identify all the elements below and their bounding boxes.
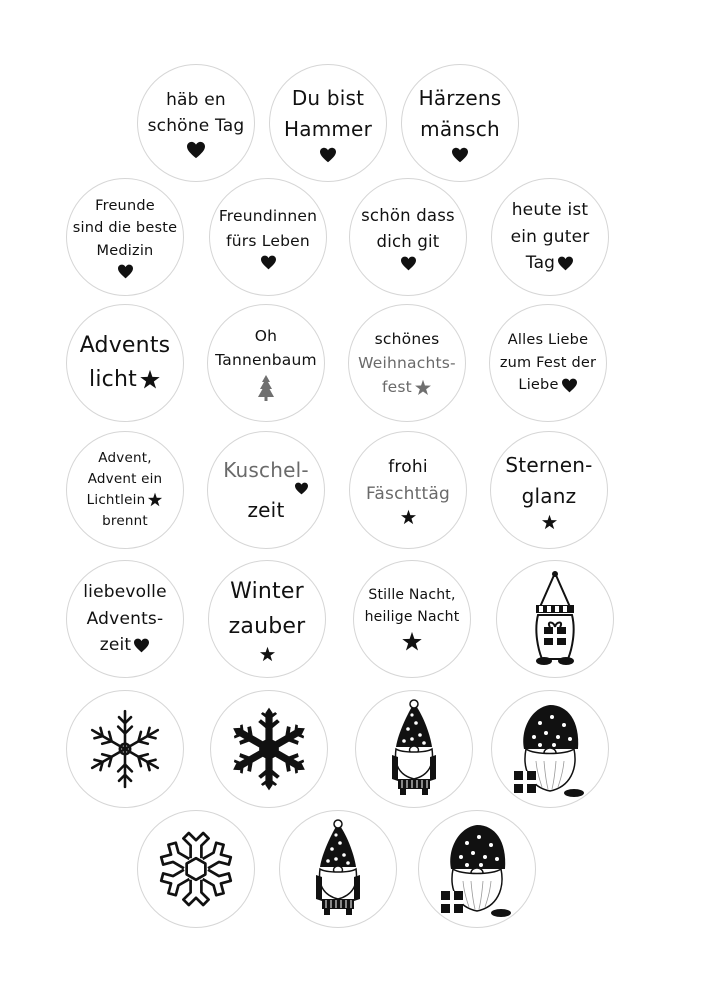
sticker-gnome-big-hat-gift-2[interactable]: [418, 810, 536, 928]
sticker-line: Tag: [525, 253, 556, 274]
sticker-sternenglanz[interactable]: [490, 431, 608, 549]
sticker-line: frohi: [388, 457, 428, 478]
sticker-line: Stille Nacht,: [368, 587, 456, 604]
sticker-frohi-faeschttaeg[interactable]: [349, 431, 467, 549]
sticker-line: sind die beste: [72, 220, 178, 237]
sticker-line: Freunde: [95, 197, 155, 214]
sticker-line: brennt: [102, 512, 148, 529]
sticker-line: Lichtlein: [86, 492, 146, 508]
sticker-line: Advents: [79, 332, 171, 358]
sticker-gnome-big-hat-gift[interactable]: [491, 690, 609, 808]
sticker-line: Oh: [254, 326, 278, 345]
sticker-line: Tannenbaum: [215, 351, 317, 369]
star-icon: [400, 509, 417, 526]
sticker-schoenes-weihnachtsfest[interactable]: [348, 304, 466, 422]
sticker-line: dich git: [376, 231, 440, 251]
sticker-line: Advent,: [98, 450, 152, 467]
star-icon: [541, 514, 558, 531]
sticker-line: Fäschttäg: [366, 483, 450, 504]
star-icon: [139, 369, 161, 391]
sticker-line: fest: [382, 378, 412, 396]
sticker-line: Sternen-: [505, 452, 593, 477]
sticker-snowflake-bold-outline[interactable]: [137, 810, 255, 928]
sticker-line: häb en: [166, 89, 226, 110]
sticker-line: schönes: [374, 329, 440, 348]
sticker-line: heute ist: [511, 200, 589, 221]
sticker-line: heilige Nacht: [364, 609, 460, 625]
sticker-line: Liebe: [518, 377, 559, 394]
sticker-line: glanz: [521, 483, 577, 508]
heart-icon: [400, 256, 417, 271]
sticker-line: Winter: [230, 579, 304, 605]
sticker-line: Alles Liebe: [507, 332, 589, 349]
heart-icon: [133, 638, 150, 653]
sticker-stille-nacht[interactable]: [353, 560, 471, 678]
sticker-line: schöne Tag: [147, 116, 245, 136]
sticker-line: schön dass: [361, 205, 455, 225]
sticker-snowflake-solid[interactable]: [210, 690, 328, 808]
sticker-line: Freundinnen: [218, 207, 318, 226]
sticker-line: Advents-: [86, 608, 164, 629]
sticker-line: fürs Leben: [226, 231, 310, 250]
heart-icon: [260, 255, 277, 270]
heart-icon: [557, 256, 574, 271]
heart-icon: [117, 264, 134, 279]
heart-icon: [319, 147, 337, 163]
sticker-line: liebevolle: [83, 582, 167, 603]
sticker-oh-tannenbaum[interactable]: [207, 304, 325, 422]
christmas-tree-icon: [257, 374, 275, 402]
sticker-line: Weihnachts-: [358, 353, 456, 372]
gnome-big-hat-gift-icon: [437, 819, 517, 919]
sticker-haeb-en-schoene-tag[interactable]: [137, 64, 255, 182]
heart-icon: [451, 147, 469, 163]
heart-icon: [186, 141, 206, 159]
sticker-line: zeit: [99, 635, 132, 656]
heart-icon: [561, 378, 578, 393]
sticker-line: zeit: [247, 497, 285, 522]
sticker-line: zauber: [228, 613, 306, 639]
sticker-liebevolle-adventszeit[interactable]: [66, 560, 184, 678]
sticker-line: Du bist: [291, 86, 365, 110]
sticker-heute-ist-ein-guter-tag[interactable]: [491, 178, 609, 296]
star-icon: [147, 492, 163, 508]
sticker-line: ein guter: [510, 226, 590, 247]
sticker-haerzens-maensch[interactable]: [401, 64, 519, 182]
sticker-line: Härzens: [418, 86, 502, 110]
snowflake-bold-outline-icon: [151, 824, 241, 914]
sticker-line: zum Fest der: [499, 354, 597, 371]
sticker-freundinnen-fuers-leben[interactable]: [209, 178, 327, 296]
star-icon: [401, 631, 423, 653]
gnome-dotted-hat-icon: [382, 699, 446, 799]
sticker-winterzauber[interactable]: [208, 560, 326, 678]
gnome-gift-icon: [520, 571, 590, 667]
sticker-advents-licht[interactable]: [66, 304, 184, 422]
snowflake-outline-icon: [82, 706, 168, 792]
sticker-gnome-gift[interactable]: [496, 560, 614, 678]
sticker-advent-lichtlein[interactable]: [66, 431, 184, 549]
sticker-line: Hammer: [284, 117, 372, 141]
sticker-schoen-dass-dich-git[interactable]: [349, 178, 467, 296]
sticker-line: Kuschel-: [223, 457, 309, 482]
sticker-line: Advent ein: [87, 471, 163, 488]
snowflake-solid-icon: [224, 704, 314, 794]
star-icon: [414, 379, 432, 397]
sticker-freunde-medizin[interactable]: [66, 178, 184, 296]
heart-icon: [294, 482, 309, 495]
sticker-alles-liebe[interactable]: [489, 304, 607, 422]
gnome-dotted-hat-icon: [306, 819, 370, 919]
sticker-line: Medizin: [96, 242, 154, 259]
sticker-du-bist-hammer[interactable]: [269, 64, 387, 182]
sticker-gnome-dotted-hat[interactable]: [355, 690, 473, 808]
sticker-line: licht: [89, 367, 137, 392]
sticker-gnome-dotted-hat-2[interactable]: [279, 810, 397, 928]
sticker-snowflake-outline[interactable]: [66, 690, 184, 808]
sticker-kuschelzeit[interactable]: [207, 431, 325, 549]
gnome-big-hat-gift-icon: [510, 699, 590, 799]
star-icon: [259, 646, 276, 663]
sticker-line: mänsch: [420, 117, 500, 141]
